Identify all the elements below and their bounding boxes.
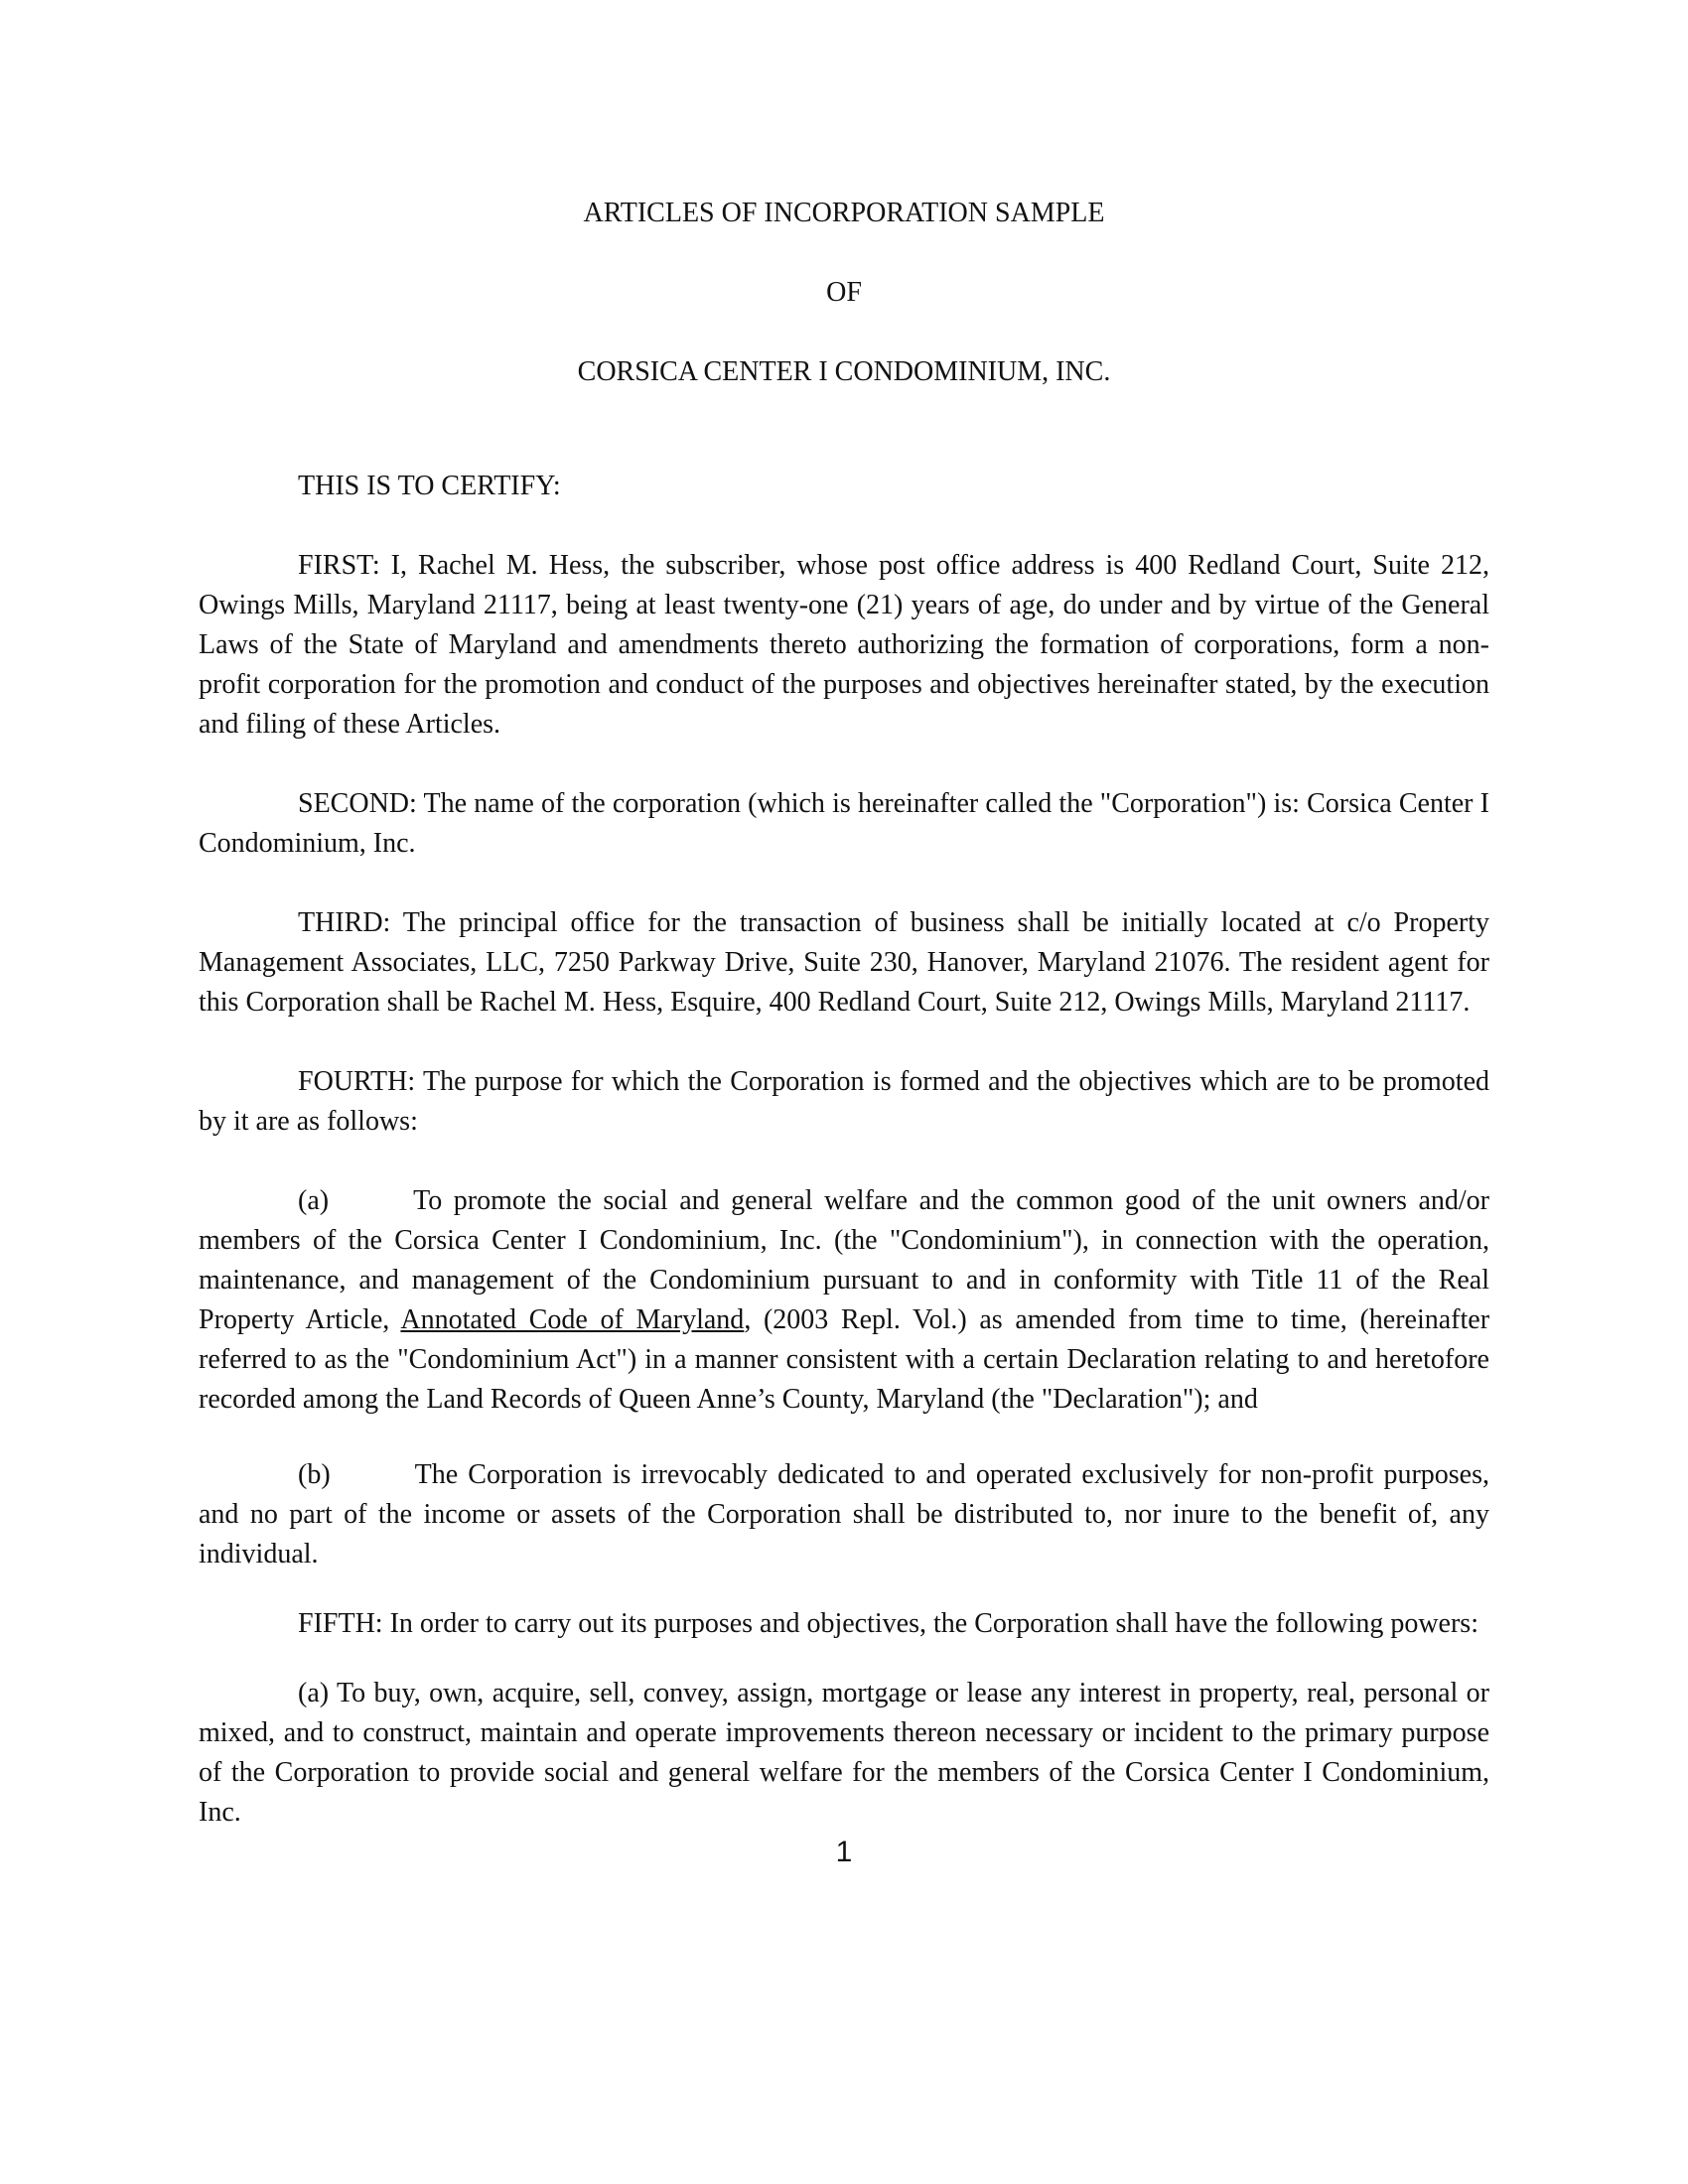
title-block <box>199 174 1489 412</box>
clause-first: FIRST: I, Rachel M. Hess, the subscriber, whose post office address is 400 Redland Court, Suite 212, Owings Mills, Maryland 21117, being at least twenty-one (21) years of age, do under and by virtue of the General Laws of the State of Maryland and amendments thereto authorizing the formation of corporations, form a non-profit corporation for the promotion and conduct of the purposes and objectives hereinafter stated, by the execution and filing of these Articles. <box>199 550 1489 740</box>
clause-second: SECOND: The name of the corporation (which is hereinafter called the "Corporation") is: Corsica Center I Condominium, Inc. <box>199 788 1489 859</box>
clause-fourth-item-b <box>199 1455 1489 1574</box>
item-a-label: (a) <box>298 1185 330 1216</box>
clause-fifth-power-a: (a) To buy, own, acquire, sell, convey, assign, mortgage or lease any interest in property, real, personal or mixed, and to construct, maintain and operate improvements thereon necessary or incident to the primary purpose of the Corporation to provide social and general welfare for the members of the Corsica Center I Condominium, Inc. <box>199 1678 1489 1828</box>
document-title-of: OF <box>826 277 862 308</box>
page-number: 1 <box>835 1836 853 1868</box>
document-title: ARTICLES OF INCORPORATION SAMPLE <box>583 198 1105 228</box>
clause-fourth-item-a <box>199 1181 1489 1420</box>
item-a-text-after: , (2003 Repl. Vol.) as amended from time to time, (hereinafter referred to as the "Condominium Act") in a manner consistent with a certain Declaration relating to and heretofore recorded among the Land Records of Queen Anne’s County, Maryland (the "Declaration"); and <box>199 1304 1490 1415</box>
item-b-label: (b) <box>298 1459 331 1490</box>
certify-heading: THIS IS TO CERTIFY: <box>298 471 561 501</box>
clause-fourth: FOURTH: The purpose for which the Corporation is formed and the objectives which are to be promoted by it are as follows: <box>199 1066 1489 1137</box>
clause-fifth: FIFTH: In order to carry out its purposes and objectives, the Corporation shall have the following powers: <box>298 1608 1478 1639</box>
underlined-citation: Annotated Code of Maryland <box>400 1304 745 1335</box>
clause-third: THIRD: The principal office for the transaction of business shall be initially located at c/o Property Management Associates, LLC, 7250 Parkway Drive, Suite 230, Hanover, Maryland 21076. The resident agent for this Corporation shall be Rachel M. Hess, Esquire, 400 Redland Court, Suite 212, Owings Mills, Maryland 21117. <box>199 907 1489 1018</box>
item-a-text-before: To promote the social and general welfare and the common good of the unit owners and/or members of the Corsica Center I Condominium, Inc. (the "Condominium"), in connection with the operation, maintenance, and management of the Condominium pursuant to and in conformity with Title 11 of the Real Property Article, <box>199 1185 1489 1335</box>
item-b-text: The Corporation is irrevocably dedicated to and operated exclusively for non-profit purposes, and no part of the income or assets of the Corporation shall be distributed to, nor inure to the benefit of, any individual. <box>199 1459 1489 1570</box>
document-subject-name: CORSICA CENTER I CONDOMINIUM, INC. <box>577 356 1111 387</box>
